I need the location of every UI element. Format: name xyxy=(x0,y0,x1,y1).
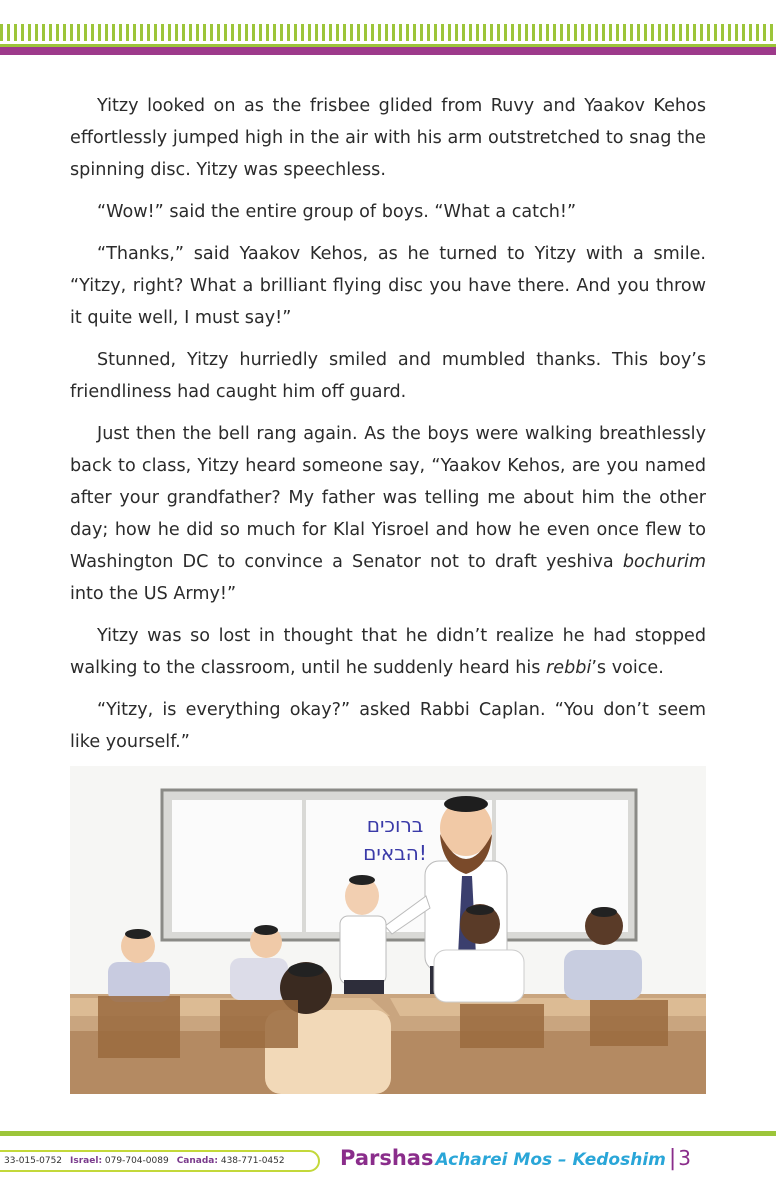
footer-title xyxy=(340,1146,691,1174)
board-text-line2: הבאים! xyxy=(363,841,427,865)
paragraph-6 xyxy=(70,620,706,684)
paragraph-4 xyxy=(70,344,706,408)
paragraph-7-text: “Yitzy, is everything okay?” asked Rabbi Caplan. “You don’t seem like yourself.” xyxy=(70,700,706,752)
board-text-line1: ברוכים xyxy=(366,813,424,837)
story-text xyxy=(70,90,706,768)
top-purple-band xyxy=(0,47,776,55)
paragraph-7 xyxy=(70,694,706,758)
paragraph-5-italic: bochurim xyxy=(622,552,706,572)
paragraph-3-text: “Thanks,” said Yaakov Kehos, as he turned to Yitzy with a smile. “Yitzy, right? What a brilliant flying disc you have there. And you throw it quite well, I must say!” xyxy=(70,244,706,328)
contact-canada-value: 438-771-0452 xyxy=(220,1156,285,1166)
paragraph-4-text: Stunned, Yitzy hurriedly smiled and mumbled thanks. This boy’s friendliness had caught him off guard. xyxy=(70,350,706,402)
contact-canada xyxy=(177,1156,285,1166)
page-number: 3 xyxy=(678,1146,692,1170)
paragraph-3 xyxy=(70,238,706,334)
classroom-illustration xyxy=(70,766,706,1094)
paragraph-6-text: Yitzy was so lost in thought that he didn’t realize he had stopped walking to the classroom, until he suddenly heard his xyxy=(70,626,706,678)
contact-israel xyxy=(70,1156,169,1166)
paragraph-5 xyxy=(70,418,706,610)
footer-green-line xyxy=(0,1131,776,1136)
footer-title-parshas: Parshas xyxy=(340,1146,434,1170)
paragraph-6-italic: rebbi xyxy=(546,658,592,678)
paragraph-1-text: Yitzy looked on as the frisbee glided from Ruvy and Yaakov Kehos effortlessly jumped high in the air with his arm outstretched to snag the spinning disc. Yitzy was speechless. xyxy=(70,96,706,180)
top-stripe-border xyxy=(0,24,776,41)
contact-israel-value: 079-704-0089 xyxy=(104,1156,169,1166)
paragraph-5-after: into the US Army!” xyxy=(70,584,237,604)
paragraph-5-text: Just then the bell rang again. As the boys were walking breathlessly back to class, Yitzy heard someone say, “Yaakov Kehos, are you named after your grandfather? My father was telling me about him the other day; how he did so much for Klal Yisroel and how he even once flew to Washington DC to convince a Senator not to draft yeshiva xyxy=(70,424,706,572)
paragraph-2 xyxy=(70,196,706,228)
contact-canada-label: Canada: xyxy=(176,1156,218,1166)
contact-israel-label: Israel: xyxy=(70,1156,103,1166)
footer-separator: | xyxy=(668,1146,677,1171)
footer-title-parsha-name: Acharei Mos – Kedoshim xyxy=(435,1150,666,1170)
contact-phone-1 xyxy=(4,1156,62,1166)
paragraph-6-after: ’s voice. xyxy=(591,658,664,678)
contact-phone-1-value: 33-015-0752 xyxy=(4,1156,63,1166)
paragraph-1 xyxy=(70,90,706,186)
paragraph-2-text: “Wow!” said the entire group of boys. “What a catch!” xyxy=(97,202,577,222)
contact-info-bar xyxy=(0,1150,320,1172)
